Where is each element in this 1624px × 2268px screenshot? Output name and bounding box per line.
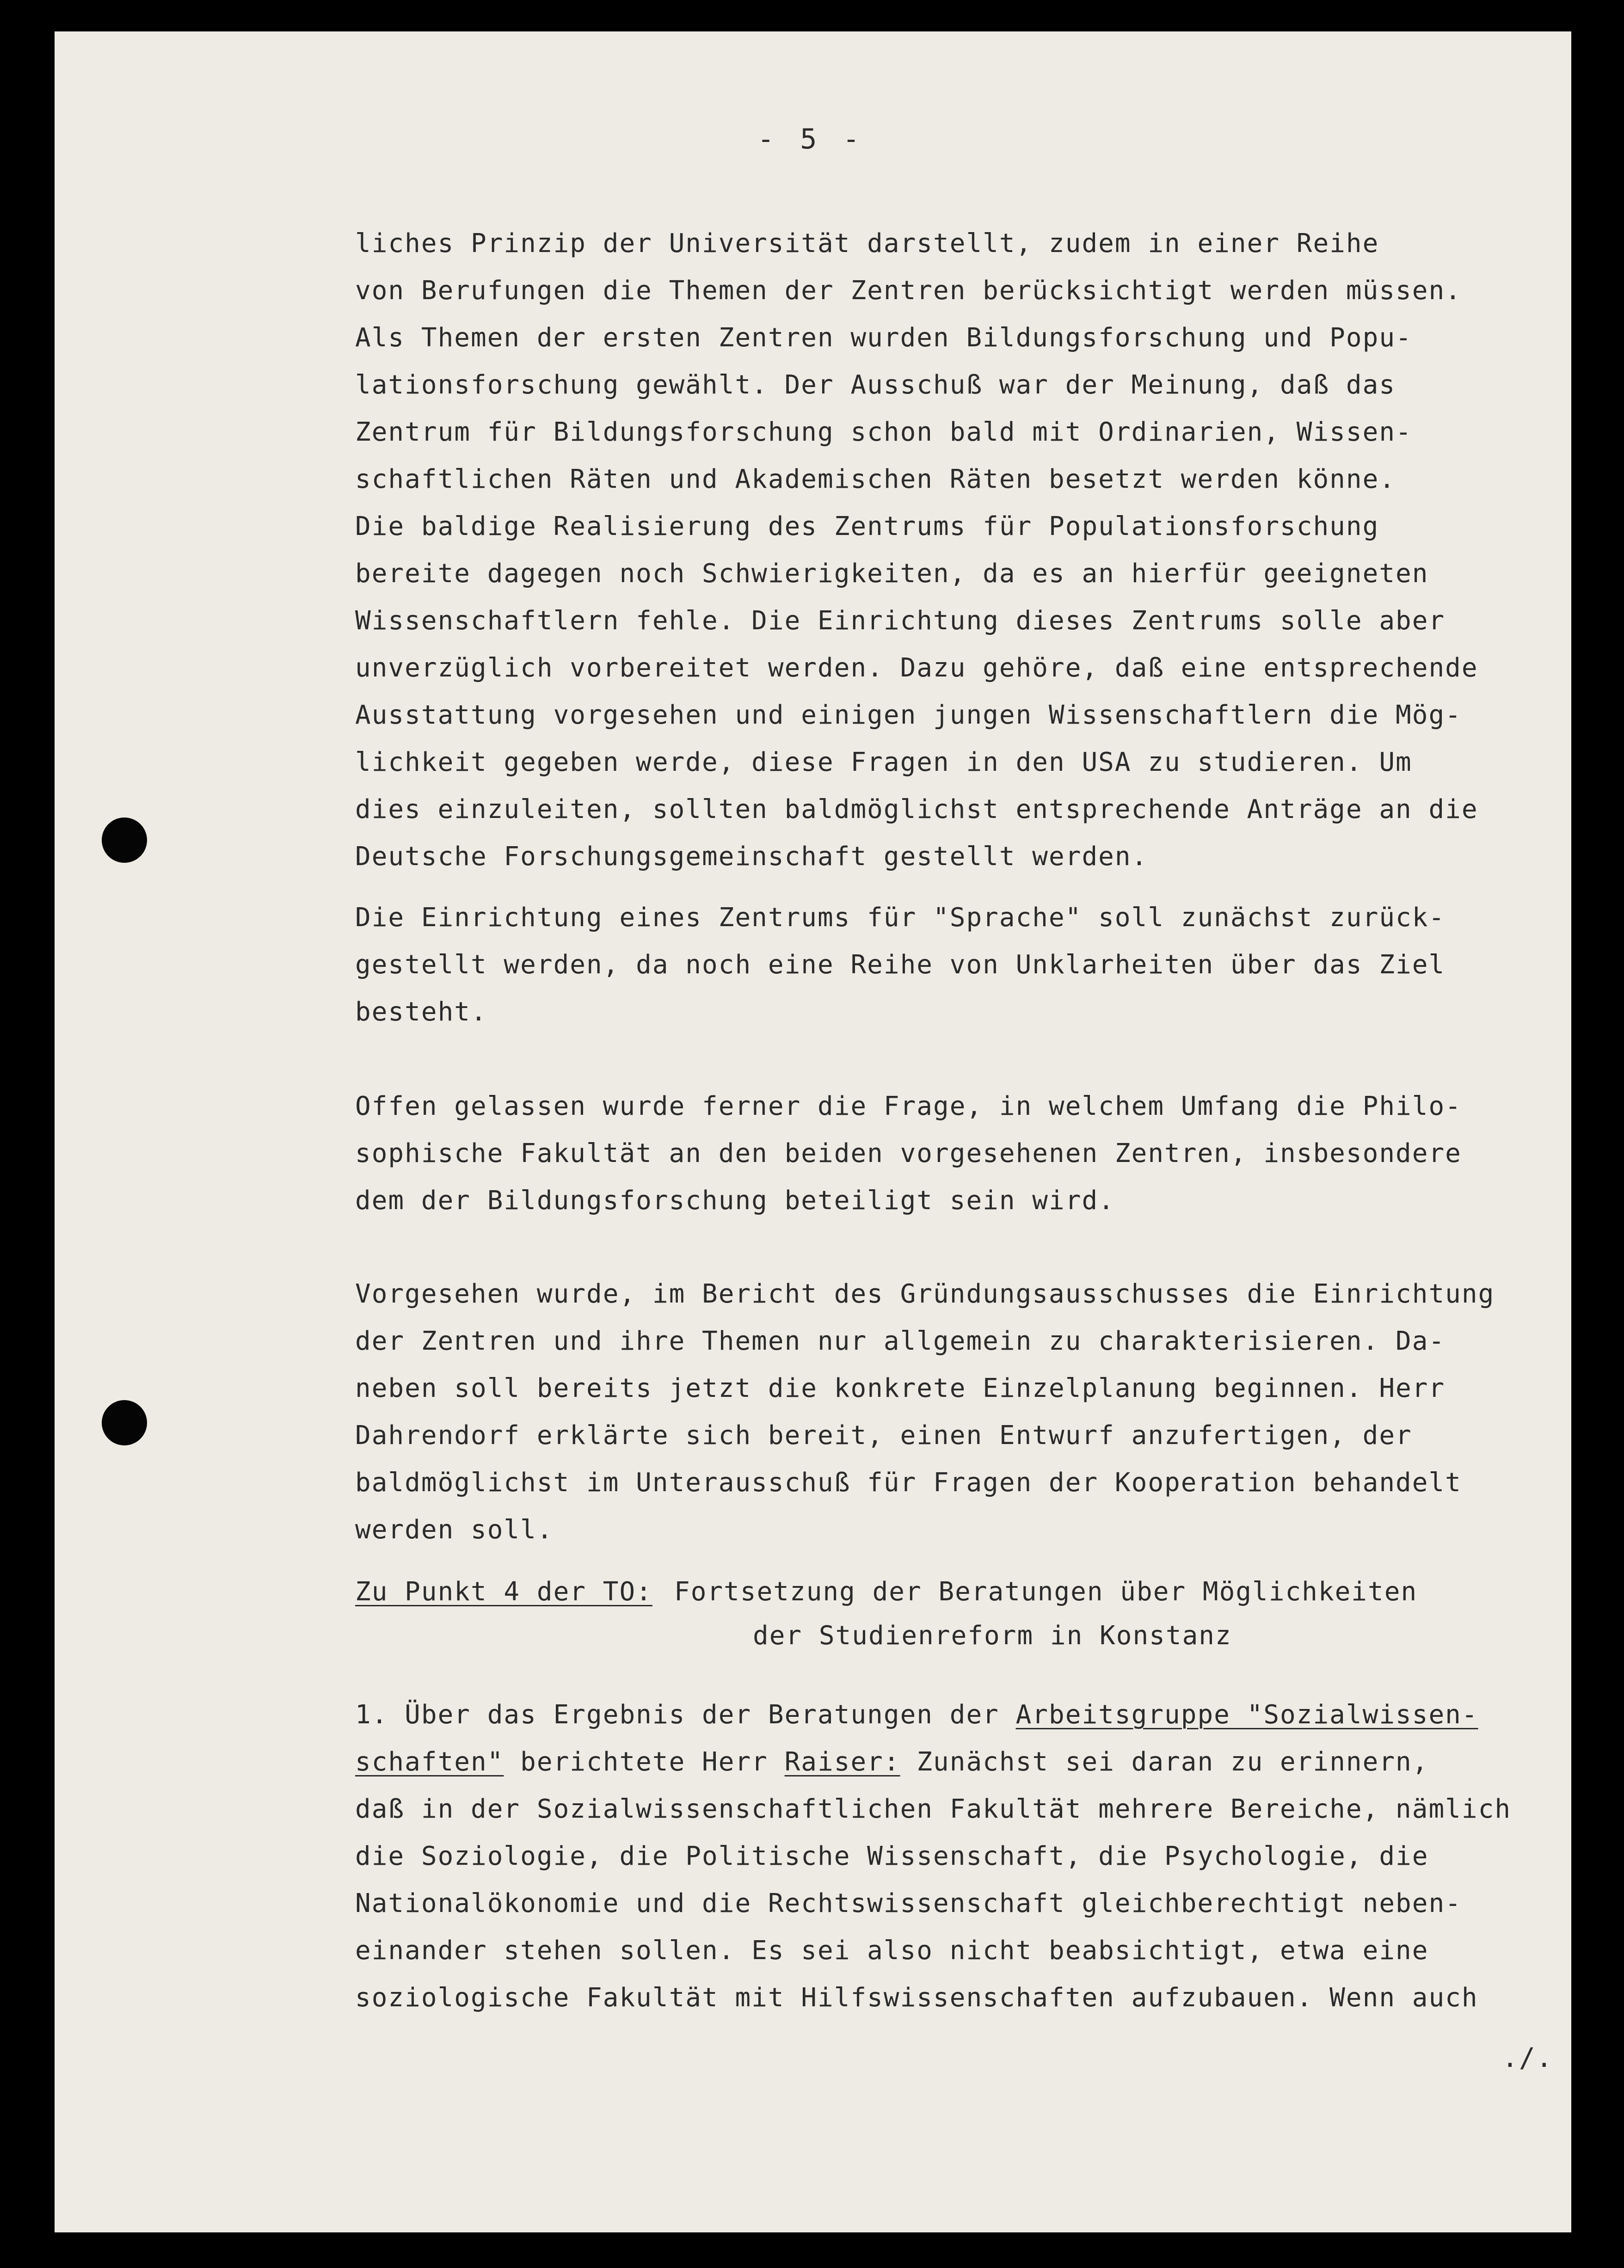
text-line: schaftlichen Räten und Akademischen Räten besetzt werden könne. <box>355 464 1396 494</box>
text-run: berichtete Herr <box>504 1747 785 1777</box>
text-line: die Soziologie, die Politische Wissenschaft, die Psychologie, die <box>355 1841 1429 1871</box>
agenda-item-title: Fortsetzung der Beratungen über Möglichkeiten <box>674 1577 1418 1607</box>
text-line: neben soll bereits jetzt die konkrete Einzelplanung beginnen. Herr <box>355 1373 1446 1403</box>
agenda-item-heading <box>355 1577 1604 1651</box>
text-line: dies einzuleiten, sollten baldmöglichst entsprechende Anträge an die <box>355 794 1478 824</box>
agenda-item-title-cont: der Studienreform in Konstanz <box>753 1621 1232 1651</box>
text-line: soziologische Fakultät mit Hilfswissenschaften aufzubauen. Wenn auch <box>355 1983 1478 2013</box>
text-line <box>355 1739 1604 1786</box>
text-line: Nationalökonomie und die Rechtswissenschaft gleichberechtigt neben- <box>355 1888 1462 1918</box>
paragraph <box>355 1083 1604 1224</box>
text-line: liches Prinzip der Universität darstellt, zudem in einer Reihe <box>355 228 1379 258</box>
text-line: sophische Fakultät an den beiden vorgesehenen Zentren, insbesondere <box>355 1138 1462 1168</box>
text-line: der Zentren und ihre Themen nur allgemein zu charakterisieren. Da- <box>355 1326 1446 1356</box>
text-line: Ausstattung vorgesehen und einigen jungen Wissenschaftlern die Mög- <box>355 700 1462 730</box>
paragraph <box>355 220 1604 880</box>
text-line: baldmöglichst im Unterausschuß für Fragen der Kooperation behandelt <box>355 1468 1462 1498</box>
text-line: Deutsche Forschungsgemeinschaft gestellt werden. <box>355 842 1148 872</box>
text-line: besteht. <box>355 997 487 1027</box>
document-body <box>55 31 1571 2232</box>
text-line <box>355 1691 1604 1739</box>
text-line: daß in der Sozialwissenschaftlichen Fakultät mehrere Bereiche, nämlich <box>355 1794 1512 1824</box>
text-line: Wissenschaftlern fehle. Die Einrichtung dieses Zentrums solle aber <box>355 606 1446 636</box>
text-line: dem der Bildungsforschung beteiligt sein wird. <box>355 1186 1115 1216</box>
text-line: unverzüglich vorbereitet werden. Dazu gehöre, daß eine entsprechende <box>355 653 1478 683</box>
text-line: lationsforschung gewählt. Der Ausschuß war der Meinung, daß das <box>355 370 1396 400</box>
working-group-name: Arbeitsgruppe "Sozialwissen- <box>1015 1700 1478 1730</box>
text-line: Dahrendorf erklärte sich bereit, einen Entwurf anzufertigen, der <box>355 1420 1412 1451</box>
text-line: Offen gelassen wurde ferner die Frage, in welchem Umfang die Philo- <box>355 1091 1462 1121</box>
agenda-item-label: Zu Punkt 4 der TO: <box>355 1577 652 1607</box>
paragraph <box>355 1691 1604 2022</box>
working-group-name-cont: schaften" <box>355 1747 504 1777</box>
paragraph <box>355 894 1604 1036</box>
text-line: Vorgesehen wurde, im Bericht des Gründungsausschusses die Einrichtung <box>355 1279 1495 1309</box>
text-run: Zunächst sei daran zu erinnern, <box>900 1747 1429 1777</box>
text-line: Die baldige Realisierung des Zentrums für Populationsforschung <box>355 511 1379 541</box>
text-line: Als Themen der ersten Zentren wurden Bildungsforschung und Popu- <box>355 323 1412 353</box>
text-run: 1. Über das Ergebnis der Beratungen der <box>355 1700 1016 1730</box>
text-line: von Berufungen die Themen der Zentren berücksichtigt werden müssen. <box>355 276 1462 306</box>
text-line: gestellt werden, da noch eine Reihe von Unklarheiten über das Ziel <box>355 950 1446 980</box>
page-number: - 5 - <box>757 123 864 155</box>
text-line: werden soll. <box>355 1515 554 1545</box>
paper-sheet <box>55 31 1571 2232</box>
text-line: bereite dagegen noch Schwierigkeiten, da es an hierfür geeigneten <box>355 559 1429 589</box>
continuation-mark: ./. <box>1502 2042 1553 2073</box>
speaker-name: Raiser: <box>784 1747 900 1777</box>
text-line: Die Einrichtung eines Zentrums für "Sprache" soll zunächst zurück- <box>355 903 1446 933</box>
text-line: Zentrum für Bildungsforschung schon bald mit Ordinarien, Wissen- <box>355 417 1412 447</box>
text-line: einander stehen sollen. Es sei also nicht beabsichtigt, etwa eine <box>355 1936 1429 1966</box>
paragraph <box>355 1271 1604 1554</box>
text-line: lichkeit gegeben werde, diese Fragen in den USA zu studieren. Um <box>355 747 1412 777</box>
